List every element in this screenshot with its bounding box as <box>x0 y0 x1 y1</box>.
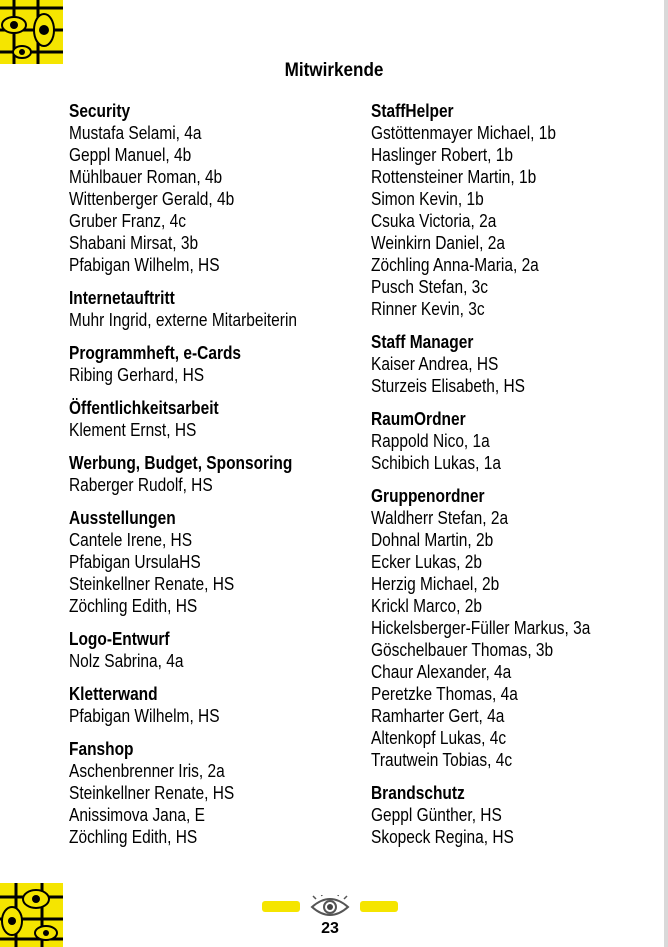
section-heading: Öffentlichkeitsarbeit <box>69 398 219 418</box>
member-name: Csuka Victoria, 2a <box>371 211 497 231</box>
member-name: Zöchling Edith, HS <box>69 827 198 847</box>
member-name: Chaur Alexander, 4a <box>371 662 512 682</box>
member-name: Gstöttenmayer Michael, 1b <box>371 123 556 143</box>
member-name: Schibich Lukas, 1a <box>371 453 501 473</box>
section-heading: Werbung, Budget, Sponsoring <box>69 453 293 473</box>
section-heading: Kletterwand <box>69 684 158 704</box>
page-edge-shadow <box>664 0 668 947</box>
member-name: Pfabigan Wilhelm, HS <box>69 255 220 275</box>
credits-section <box>69 683 334 727</box>
left-column <box>69 100 334 859</box>
member-name: Muhr Ingrid, externe Mitarbeiterin <box>69 310 298 330</box>
credits-section <box>371 331 626 397</box>
member-name: Cantele Irene, HS <box>69 530 193 550</box>
credits-section <box>371 782 626 848</box>
section-heading: Internetauftritt <box>69 288 175 308</box>
section-heading: Fanshop <box>69 739 134 759</box>
member-name: Peretzke Thomas, 4a <box>371 684 518 704</box>
credits-section <box>69 287 334 331</box>
member-name: Shabani Mirsat, 3b <box>69 233 199 253</box>
credits-section <box>69 342 334 386</box>
member-name: Göschelbauer Thomas, 3b <box>371 640 554 660</box>
member-name: Gruber Franz, 4c <box>69 211 187 231</box>
member-name: Skopeck Regina, HS <box>371 827 514 847</box>
member-name: Ramharter Gert, 4a <box>371 706 505 726</box>
section-heading: RaumOrdner <box>371 409 466 429</box>
member-name: Pfabigan Wilhelm, HS <box>69 706 220 726</box>
member-name: Geppl Manuel, 4b <box>69 145 192 165</box>
section-heading: Gruppenordner <box>371 486 485 506</box>
section-heading: Programmheft, e-Cards <box>69 343 242 363</box>
member-name: Kaiser Andrea, HS <box>371 354 499 374</box>
eye-icon <box>310 895 350 919</box>
credits-section <box>69 738 334 848</box>
member-name: Wittenberger Gerald, 4b <box>69 189 235 209</box>
member-name: Trautwein Tobias, 4c <box>371 750 513 770</box>
member-name: Herzig Michael, 2b <box>371 574 500 594</box>
section-heading: Brandschutz <box>371 783 465 803</box>
member-name: Ribing Gerhard, HS <box>69 365 205 385</box>
credits-section <box>69 452 334 496</box>
credits-section <box>69 507 334 617</box>
member-name: Mühlbauer Roman, 4b <box>69 167 223 187</box>
member-name: Hickelsberger-Füller Markus, 3a <box>371 618 591 638</box>
member-name: Mustafa Selami, 4a <box>69 123 202 143</box>
member-name: Raberger Rudolf, HS <box>69 475 213 495</box>
section-heading: Staff Manager <box>371 332 474 352</box>
member-name: Sturzeis Elisabeth, HS <box>371 376 526 396</box>
section-heading: StaffHelper <box>371 101 454 121</box>
member-name: Waldherr Stefan, 2a <box>371 508 509 528</box>
member-name: Weinkirn Daniel, 2a <box>371 233 505 253</box>
section-heading: Logo-Entwurf <box>69 629 170 649</box>
credits-section <box>371 485 626 771</box>
member-name: Rappold Nico, 1a <box>371 431 490 451</box>
member-name: Pusch Stefan, 3c <box>371 277 489 297</box>
page-title: Mitwirkende <box>284 60 384 81</box>
member-name: Zöchling Edith, HS <box>69 596 198 616</box>
eye-pattern-icon <box>0 0 63 64</box>
section-heading: Ausstellungen <box>69 508 176 528</box>
member-name: Dohnal Martin, 2b <box>371 530 494 550</box>
right-column <box>371 100 626 859</box>
member-name: Steinkellner Renate, HS <box>69 574 235 594</box>
member-name: Ecker Lukas, 2b <box>371 552 483 572</box>
member-name: Haslinger Robert, 1b <box>371 145 513 165</box>
member-name: Krickl Marco, 2b <box>371 596 482 616</box>
member-name: Anissimova Jana, E <box>69 805 205 825</box>
member-name: Rottensteiner Martin, 1b <box>371 167 537 187</box>
member-name: Nolz Sabrina, 4a <box>69 651 184 671</box>
footer-bar-left <box>262 901 300 912</box>
credits-section <box>371 100 626 320</box>
member-name: Geppl Günther, HS <box>371 805 502 825</box>
member-name: Klement Ernst, HS <box>69 420 197 440</box>
member-name: Zöchling Anna-Maria, 2a <box>371 255 539 275</box>
credits-section <box>69 628 334 672</box>
member-name: Pfabigan UrsulaHS <box>69 552 201 572</box>
corner-decoration-top <box>0 0 63 64</box>
member-name: Simon Kevin, 1b <box>371 189 484 209</box>
member-name: Aschenbrenner Iris, 2a <box>69 761 225 781</box>
member-name: Rinner Kevin, 3c <box>371 299 485 319</box>
page-number: 23 <box>321 920 339 937</box>
section-heading: Security <box>69 101 131 121</box>
member-name: Altenkopf Lukas, 4c <box>371 728 507 748</box>
credits-section <box>371 408 626 474</box>
credits-section <box>69 100 334 276</box>
member-name: Steinkellner Renate, HS <box>69 783 235 803</box>
credits-section <box>69 397 334 441</box>
footer-bar-right <box>360 901 398 912</box>
